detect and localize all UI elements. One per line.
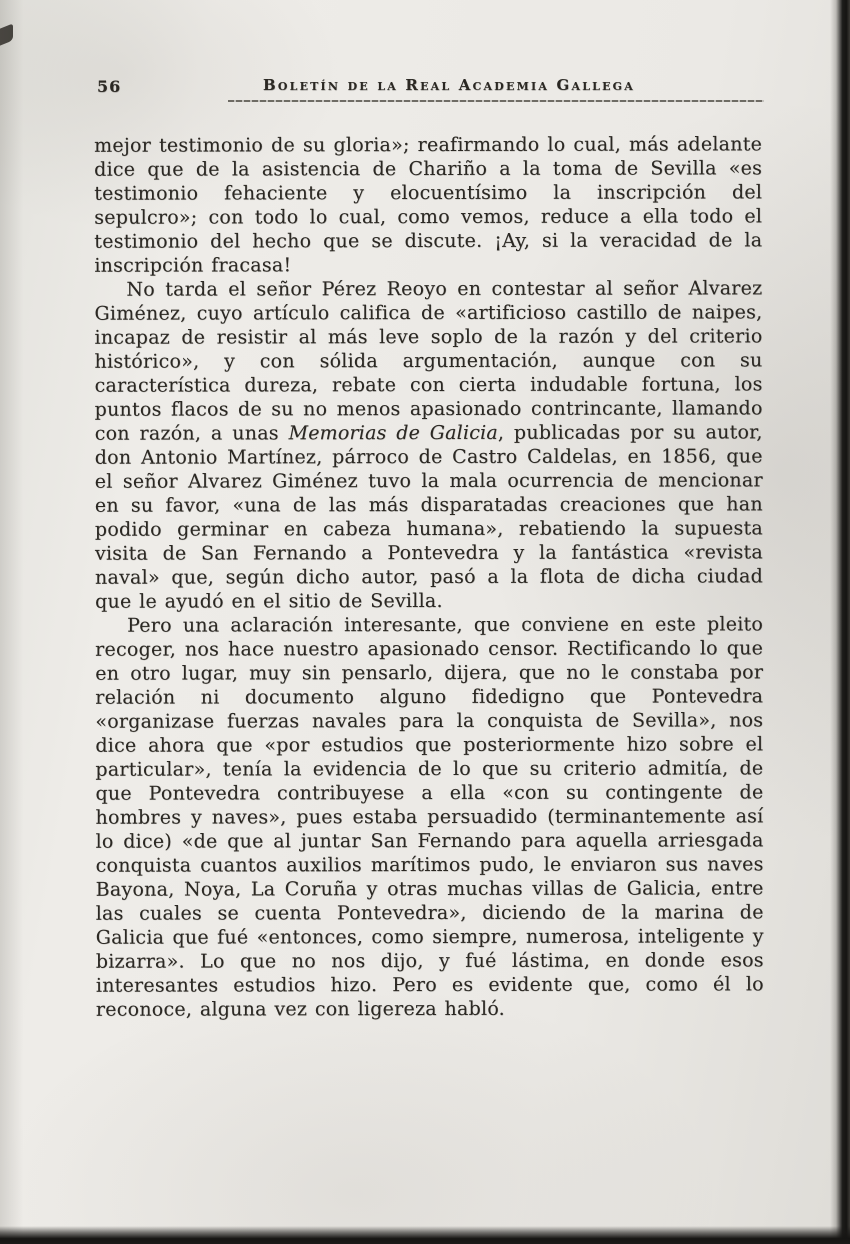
journal-title: Boletín de la Real Academia Gallega bbox=[262, 76, 636, 94]
book-title-italic: Memorias de Galicia bbox=[288, 421, 498, 445]
book-binding-shadow bbox=[830, 0, 850, 1244]
page-number: 56 bbox=[97, 77, 122, 96]
paragraph-text: mejor testimonio de su gloria»; reafirmando lo cual, más adelante dice que de la asistencia de Chariño a la toma de Sevilla «es testimonio fehaciente y elocuentísimo la inscripción del sepulcro»; con todo lo cual, como vemos, reduce a ella todo el testimonio del hecho que se discute. ¡Ay, si la veracidad de la inscripción fracasa! bbox=[94, 133, 763, 277]
header-divider bbox=[228, 100, 764, 102]
paragraph bbox=[95, 612, 764, 1021]
left-edge-shading bbox=[0, 0, 26, 1244]
paragraph-continuation bbox=[94, 132, 762, 277]
paragraph bbox=[94, 276, 763, 613]
paragraph-text: , publicadas por su autor, don Antonio Martínez, párroco de Castro Caldelas, en 1856, que el señor Alvarez Giménez tuvo la mala ocurrencia de mencionar en su favor, «una de las más disparatadas creaciones que han podido germinar en cabeza humana», rebatiendo la supuesta visita de San Fernando a Pontevedra y la fantástica «revista naval» que, según dicho autor, pasó a la flota de dicha ciudad que le ayudó en el sitio de Sevilla. bbox=[94, 421, 764, 613]
scan-bottom-edge bbox=[0, 1226, 850, 1244]
paragraph-text: No tarda el señor Pérez Reoyo en contestar al señor Alvarez Giménez, cuyo artículo califica de «artificioso castillo de naipes, incapaz de resistir al más leve soplo de la razón y del criterio histórico», y con sólida argumentación, aunque con su característica dureza, rebate con cierta indudable fortuna, los puntos flacos de su no menos apasionado contrincante, llamando con razón, a unas bbox=[94, 277, 763, 445]
page-header bbox=[95, 76, 763, 100]
page-body bbox=[94, 132, 764, 1021]
paragraph-text: Pero una aclaración interesante, que conviene en este pleito recoger, nos hace nuestro apasionado censor. Rectificando lo que en otro lugar, muy sin pensarlo, dijera, que no le constaba por relación ni documento alguno fidedigno que Pontevedra «organizase fuerzas navales para la conquista de Sevilla», nos dice ahora que «por estudios que posteriormente hizo sobre el particular», tenía la evidencia de lo que su criterio admitía, de que Pontevedra contribuyese a ella «con su contingente de hombres y naves», pues estaba persuadido (terminantemente así lo dice) «de que al juntar San Fernando para aquella arriesgada conquista cuantos auxilios marítimos pudo, le enviaron sus naves Bayona, Noya, La Coruña y otras muchas villas de Galicia, entre las cuales se cuenta Pontevedra», diciendo de la marina de Galicia que fué «entonces, como siempre, numerosa, inteligente y bizarra». Lo que no nos dijo, y fué lástima, en donde esos interesantes estudios hizo. Pero es evidente que, como él lo reconoce, alguna vez con ligereza habló. bbox=[95, 613, 764, 1021]
